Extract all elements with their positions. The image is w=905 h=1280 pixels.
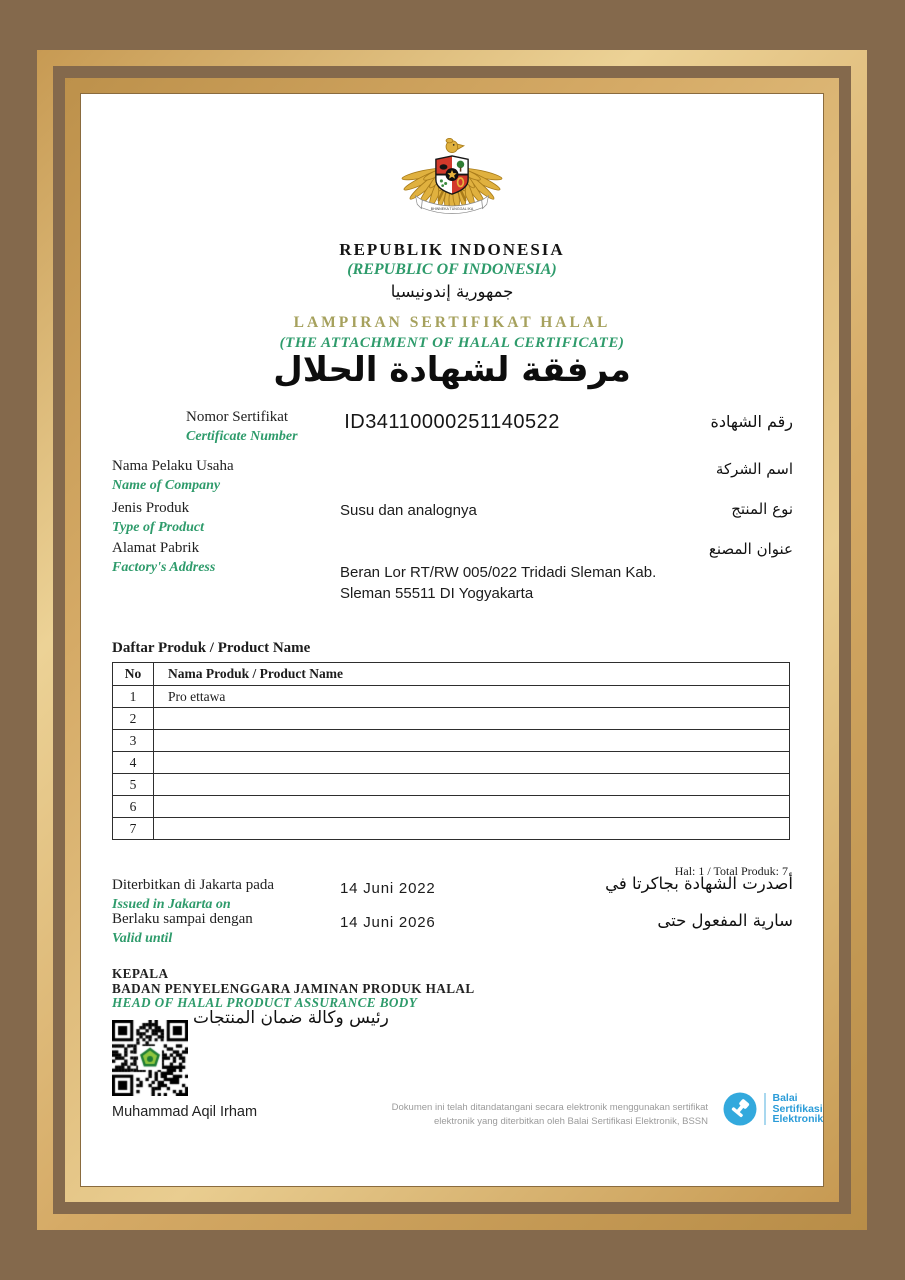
issued-date-label-arabic: أصدرت الشهادة بجاكرتا في [605, 874, 793, 893]
bse-stamp-icon [723, 1092, 757, 1126]
column-header-name: Nama Produk / Product Name [154, 663, 790, 686]
table-row: 7 [113, 818, 790, 840]
column-header-no: No [113, 663, 154, 686]
page-info: Hal: 1 / Total Produk: 7 [674, 864, 788, 878]
document-title-arabic: مرفقة لشهادة الحلال [273, 350, 631, 390]
factory-address-label-arabic: عنوان المصنع [708, 540, 793, 558]
bse-logo-text: Balai Sertifikasi Elektronik [772, 1092, 824, 1126]
emblem-motto-text: BHINNEKA TUNGGAL IKA [430, 206, 474, 211]
issued-date-value: 14 Juni 2022 [340, 880, 436, 897]
table-row: 6 [113, 796, 790, 818]
signatory-name: Muhammad Aqil Irham [112, 1104, 258, 1120]
document-title: LAMPIRAN SERTIFIKAT HALAL [293, 314, 611, 331]
product-type-label-arabic: نوع المنتج [731, 500, 793, 518]
table-row: 3 [113, 730, 790, 752]
electronic-signature-disclaimer: Dokumen ini telah ditandatangani secara elektronik menggunakan sertifikat elektronik yang diterbitkan oleh Balai Sertifikasi Elektronik, BSSN [391, 1102, 708, 1127]
factory-address-value: Beran Lor RT/RW 005/022 Tridadi Sleman Kab. Sleman 55511 DI Yogyakarta [340, 564, 657, 602]
country-name: REPUBLIK INDONESIA [339, 240, 565, 259]
country-name-english: (REPUBLIC OF INDONESIA) [347, 261, 557, 278]
factory-address-label: Alamat Pabrik Factory's Address [112, 540, 216, 575]
frame-inner-gold-band [65, 78, 839, 1202]
certificate-number-label: Nomor Sertifikat Certificate Number [186, 409, 298, 444]
valid-until-label-arabic: سارية المفعول حتى [657, 911, 793, 930]
signatory-title-arabic: رئيس وكالة ضمان المنتجات [193, 1008, 389, 1028]
company-name-label-arabic: اسم الشركة [715, 460, 793, 478]
balai-sertifikasi-elektronik-logo [723, 1092, 823, 1126]
table-row: 5 [113, 774, 790, 796]
table-row: 1 Pro ettawa [113, 686, 790, 708]
certificate-number-label-arabic: رقم الشهادة [710, 412, 793, 431]
valid-until-label: Berlaku sampai dengan Valid until [112, 911, 253, 946]
product-type-label: Jenis Produk Type of Product [112, 500, 205, 535]
country-name-arabic: جمهورية إندونيسيا [390, 282, 514, 301]
issued-date-label: Diterbitkan di Jakarta pada Issued in Jakarta on [112, 877, 275, 912]
table-row: 2 [113, 708, 790, 730]
table-row: 4 [113, 752, 790, 774]
company-name-label: Nama Pelaku Usaha Name of Company [112, 458, 234, 493]
product-table [112, 662, 790, 840]
qr-code [112, 1020, 188, 1096]
gold-frame [37, 50, 867, 1230]
product-list-title: Daftar Produk / Product Name [112, 640, 311, 656]
bse-logo-divider [764, 1093, 766, 1125]
product-type-value: Susu dan analognya [340, 502, 477, 519]
document-title-english: (THE ATTACHMENT OF HALAL CERTIFICATE) [279, 335, 625, 351]
frame-brown-band [53, 66, 851, 1214]
certificate-paper [80, 93, 824, 1187]
signatory-title: KEPALA BADAN PENYELENGGARA JAMINAN PRODUK HALAL HEAD OF HALAL PRODUCT ASSURANCE BODY [112, 966, 475, 1010]
table-header-row [113, 663, 790, 686]
valid-until-value: 14 Juni 2026 [340, 914, 436, 931]
certificate-number-value: ID34110000251140522 [344, 411, 560, 433]
garuda-pancasila-emblem [400, 122, 504, 217]
